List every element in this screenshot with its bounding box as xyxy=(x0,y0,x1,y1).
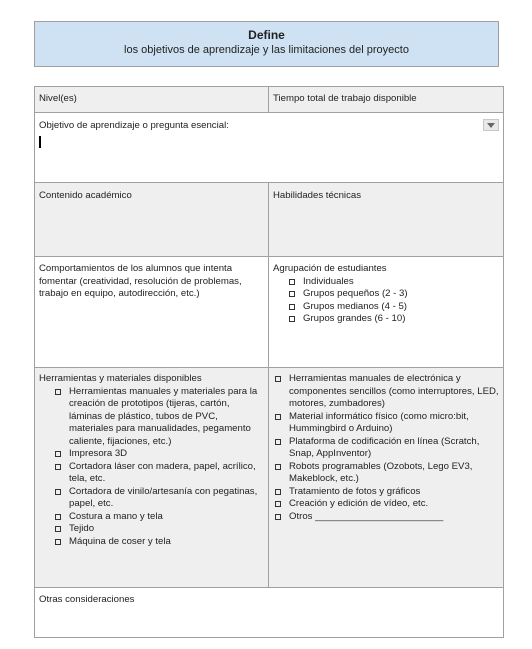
tools-title: Herramientas y materiales disponibles xyxy=(39,373,202,384)
tools-cell-right[interactable] xyxy=(269,368,504,588)
checkbox-icon[interactable] xyxy=(55,539,61,545)
list-item[interactable] xyxy=(55,511,264,524)
list-item[interactable] xyxy=(55,461,264,486)
list-item-label: Material informático físico (como micro:bit, Hummingbird o Arduino) xyxy=(289,410,469,434)
checkbox-icon[interactable] xyxy=(289,304,295,310)
table-row xyxy=(35,257,504,368)
list-item[interactable] xyxy=(275,486,499,499)
list-item-label: Grupos pequeños (2 - 3) xyxy=(303,288,408,299)
checkbox-icon[interactable] xyxy=(275,489,281,495)
project-definition-table xyxy=(34,86,504,638)
academic-content-cell[interactable]: Contenido académico xyxy=(35,183,269,257)
checkbox-icon[interactable] xyxy=(55,464,61,470)
list-item-label: Otros ________________________ xyxy=(289,510,444,522)
tools-list-left xyxy=(39,386,264,549)
list-item-label: Máquina de coser y tela xyxy=(69,535,171,547)
table-row xyxy=(35,588,504,638)
table-row xyxy=(35,113,504,183)
other-considerations-cell[interactable]: Otras consideraciones xyxy=(35,588,504,638)
checkbox-icon[interactable] xyxy=(55,451,61,457)
list-item-label: Herramientas manuales de electrónica y componentes sencillos (como interruptores, LED, motores, zumbadores) xyxy=(289,373,499,409)
grouping-list xyxy=(273,276,499,326)
checkbox-icon[interactable] xyxy=(275,376,281,382)
tools-list-right xyxy=(273,373,499,523)
list-item[interactable] xyxy=(275,461,499,486)
page-subtitle: los objetivos de aprendizaje y las limitaciones del proyecto xyxy=(124,44,409,56)
checkbox-icon[interactable] xyxy=(275,439,281,445)
text-cursor xyxy=(39,136,41,148)
list-item[interactable] xyxy=(55,523,264,536)
list-item[interactable] xyxy=(275,411,499,436)
table-row xyxy=(35,368,504,588)
page-header xyxy=(34,21,499,67)
list-item-label: Individuales xyxy=(303,275,354,287)
checkbox-icon[interactable] xyxy=(55,389,61,395)
list-item[interactable] xyxy=(55,536,264,549)
behaviors-cell[interactable]: Comportamientos de los alumnos que intenta fomentar (creatividad, resolución de problemas, trabajo en equipo, autodirección, etc.) xyxy=(35,257,269,368)
list-item[interactable] xyxy=(275,498,499,511)
objective-label: Objetivo de aprendizaje o pregunta esencial: xyxy=(39,120,229,131)
total-time-cell[interactable]: Tiempo total de trabajo disponible xyxy=(269,87,504,113)
table-row xyxy=(35,183,504,257)
checkbox-icon[interactable] xyxy=(275,514,281,520)
checkbox-icon[interactable] xyxy=(275,501,281,507)
list-item[interactable] xyxy=(275,373,499,411)
page-title: Define xyxy=(248,28,285,42)
list-item[interactable] xyxy=(289,288,499,301)
checkbox-icon[interactable] xyxy=(289,316,295,322)
tools-cell[interactable] xyxy=(35,368,269,588)
table-row xyxy=(35,87,504,113)
list-item-label: Cortadora de vinilo/artesanía con pegatinas, papel, etc. xyxy=(69,485,258,509)
list-item[interactable] xyxy=(275,436,499,461)
checkbox-icon[interactable] xyxy=(55,514,61,520)
list-item-label: Creación y edición de vídeo, etc. xyxy=(289,498,429,509)
list-item[interactable] xyxy=(289,276,499,289)
list-item-label: Tratamiento de fotos y gráficos xyxy=(289,485,421,497)
checkbox-icon[interactable] xyxy=(275,464,281,470)
list-item-label: Herramientas manuales y materiales para la creación de prototipos (tijeras, cartón, láminas de plástico, tubos de PVC, materiales para manualidades, pegamento caliente, fijaciones, etc.) xyxy=(69,385,258,447)
list-item-label: Costura a mano y tela xyxy=(69,510,163,522)
grouping-cell[interactable] xyxy=(269,257,504,368)
list-item-label: Impresora 3D xyxy=(69,448,128,459)
list-item-label: Plataforma de codificación en línea (Scratch, Snap, AppInventor) xyxy=(289,435,480,459)
checkbox-icon[interactable] xyxy=(289,291,295,297)
grouping-title: Agrupación de estudiantes xyxy=(273,263,387,274)
list-item-label: Grupos medianos (4 - 5) xyxy=(303,300,407,312)
checkbox-icon[interactable] xyxy=(289,279,295,285)
dropdown-button[interactable] xyxy=(483,119,499,131)
checkbox-icon[interactable] xyxy=(55,489,61,495)
list-item[interactable] xyxy=(275,511,499,524)
list-item[interactable] xyxy=(55,486,264,511)
list-item[interactable] xyxy=(55,448,264,461)
list-item[interactable] xyxy=(55,386,264,449)
list-item-label: Robots programables (Ozobots, Lego EV3, Makeblock, etc.) xyxy=(289,460,473,484)
levels-cell[interactable]: Nivel(es) xyxy=(35,87,269,113)
list-item-label: Grupos grandes (6 - 10) xyxy=(303,313,406,324)
checkbox-icon[interactable] xyxy=(55,526,61,532)
list-item-label: Tejido xyxy=(69,523,95,534)
list-item[interactable] xyxy=(289,301,499,314)
chevron-down-icon xyxy=(487,123,495,128)
technical-skills-cell[interactable]: Habilidades técnicas xyxy=(269,183,504,257)
objective-cell[interactable] xyxy=(35,113,504,183)
checkbox-icon[interactable] xyxy=(275,414,281,420)
list-item[interactable] xyxy=(289,313,499,326)
list-item-label: Cortadora láser con madera, papel, acrílico, tela, etc. xyxy=(69,460,256,484)
